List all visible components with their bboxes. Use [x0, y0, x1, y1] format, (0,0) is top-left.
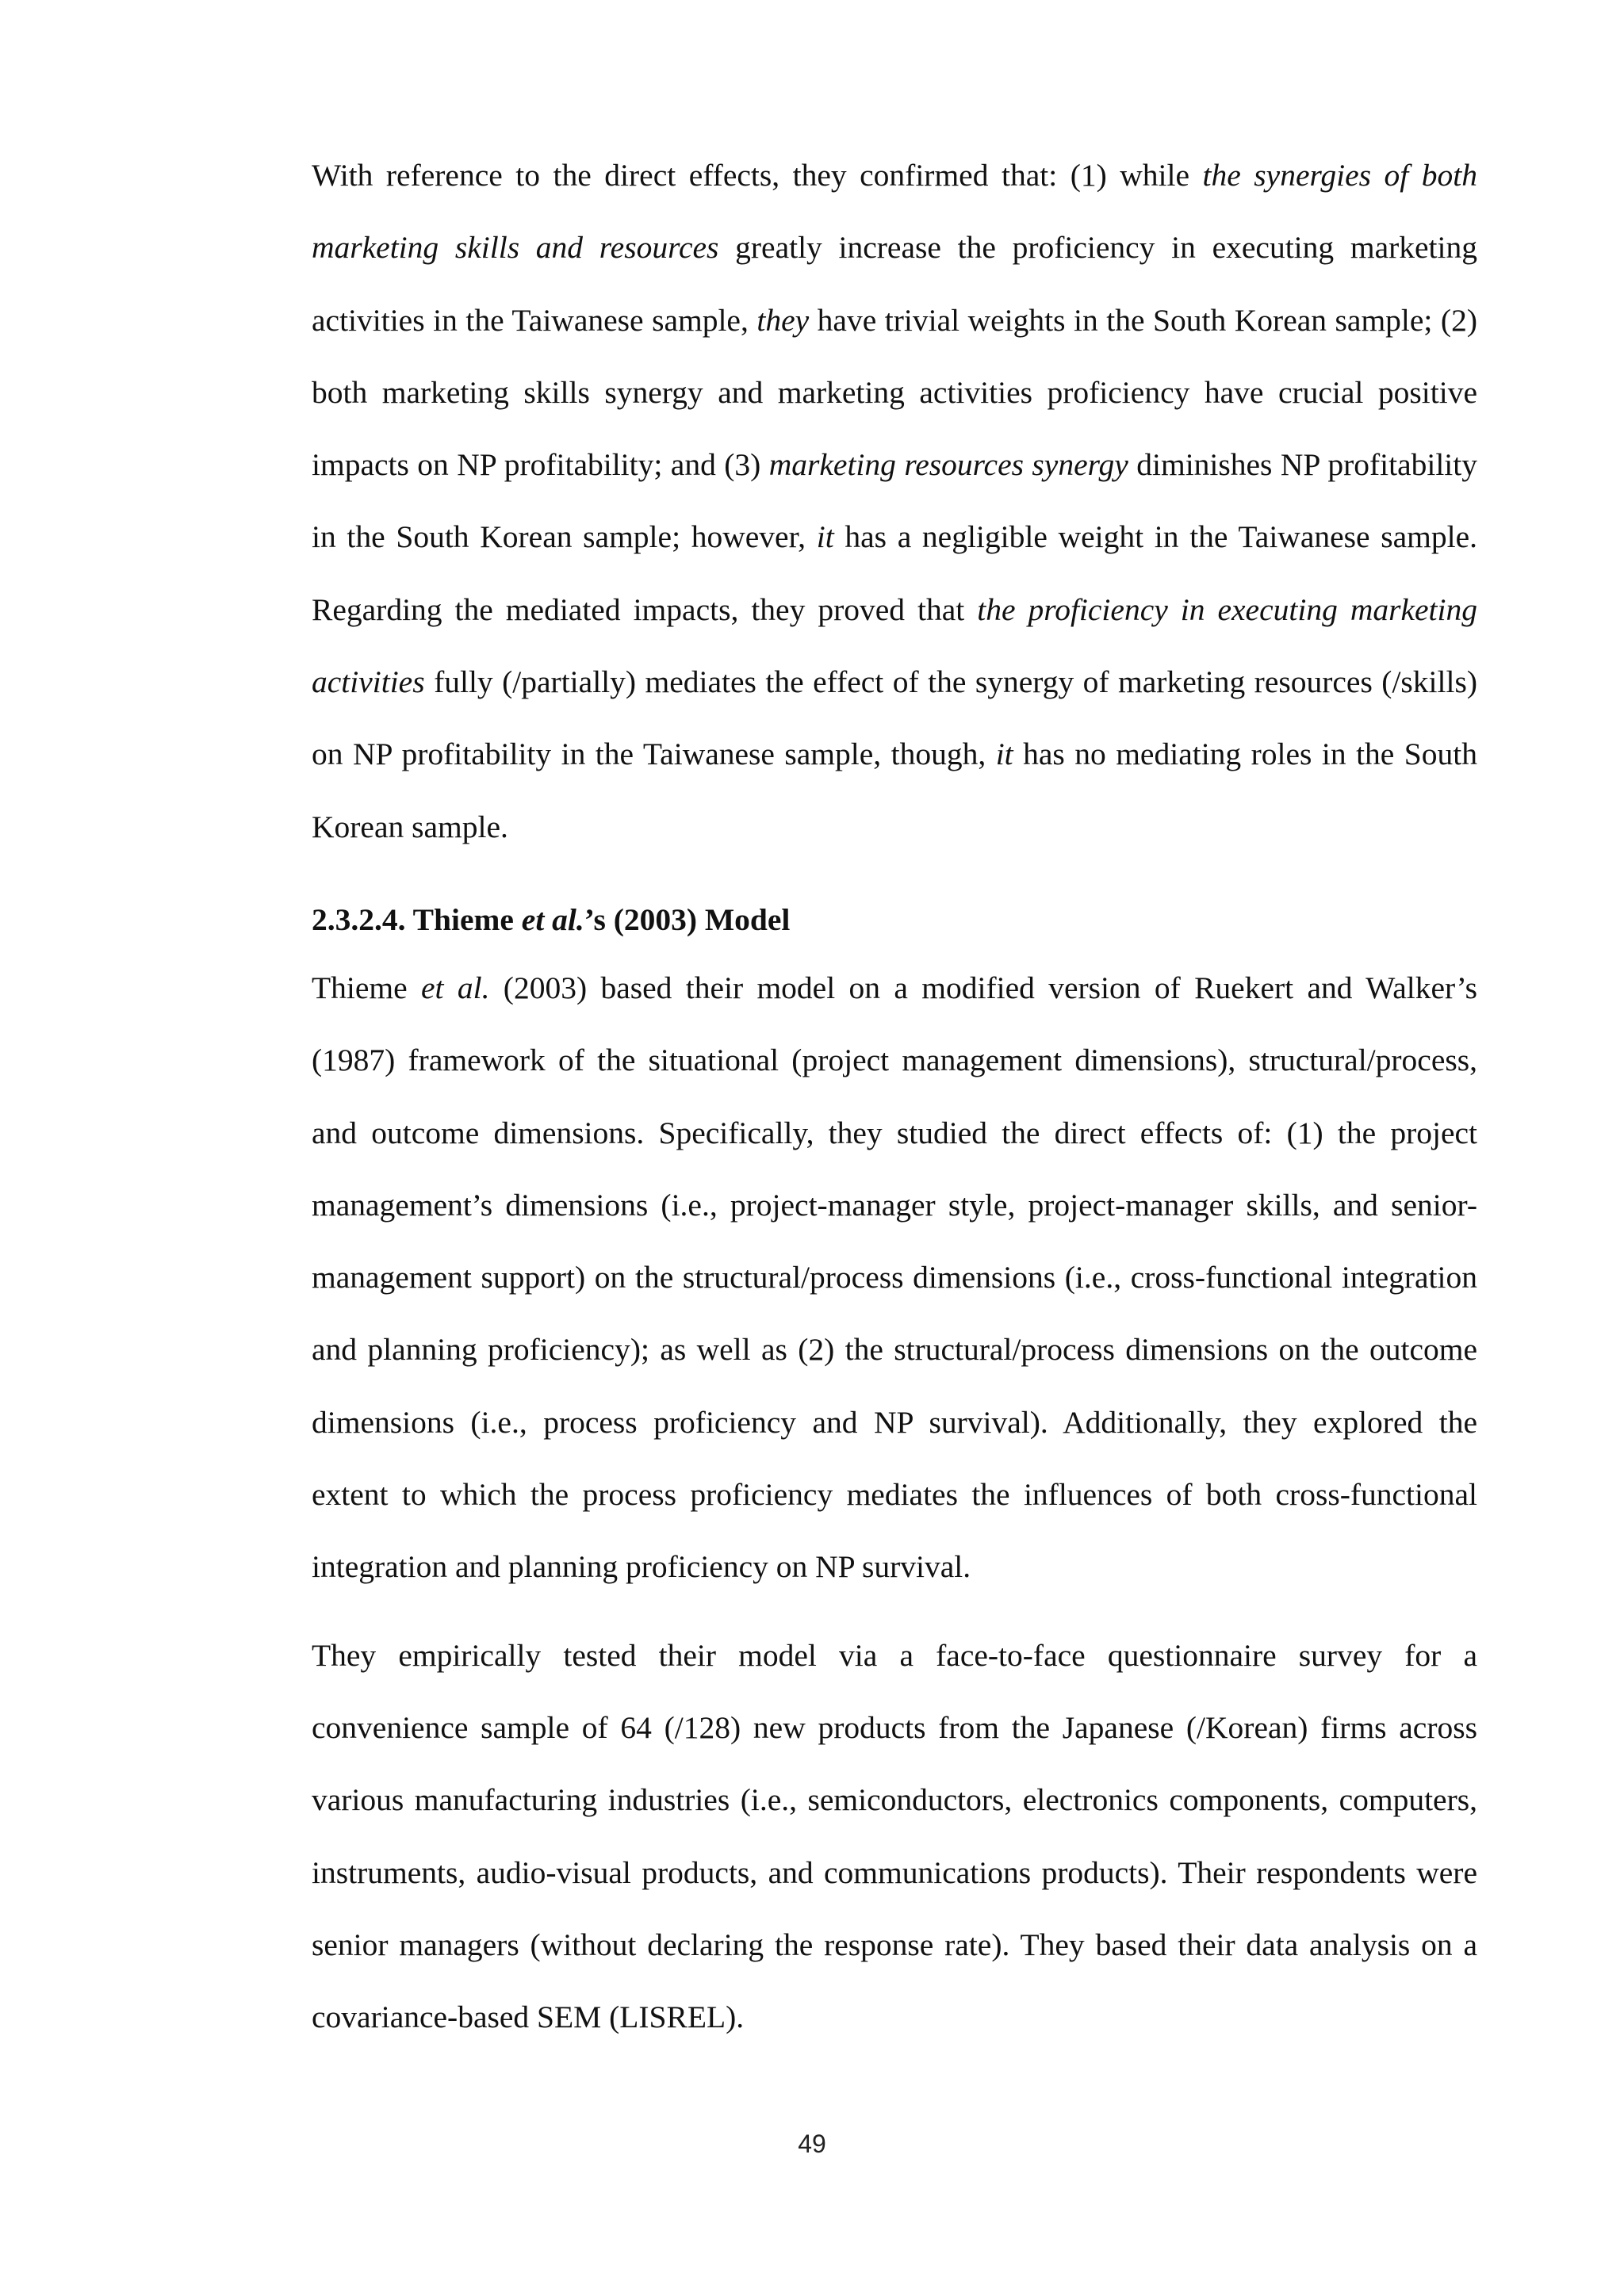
italic-text-run: marketing resources synergy — [768, 447, 1128, 483]
italic-text-run: it — [816, 519, 834, 555]
text-run: 2.3.2.4. Thieme — [312, 901, 522, 937]
page-body — [312, 140, 1477, 2053]
text-run: greatly increase the proficiency in executing marketing activities in the Taiwanese sample, — [312, 230, 1477, 338]
text-run: fully (/partially) mediates the effect of the synergy of marketing resources (/skills) on NP profitability in the Taiwanese sample, though, — [312, 664, 1477, 772]
italic-text-run: they — [756, 302, 810, 338]
italic-text-run: it — [995, 737, 1013, 772]
paragraph-thieme-model — [312, 952, 1477, 1604]
text-run: Thieme — [312, 970, 421, 1005]
text-run: They empirically tested their model via a face-to-face questionnaire survey for a convenience sample of 64 (/128) new products from the Japanese (/Korean) firms across various manufacturing industries (i.e., semiconductors, electronics components, computers, instruments, audio-visual products, and communications products). Their respondents were senior managers (without declaring the response rate). They based their data analysis on a covariance-based SEM (LISREL). — [312, 1637, 1477, 2035]
text-run: With reference to the direct effects, they confirmed that: (1) while — [312, 158, 1203, 193]
italic-text-run: et al. — [521, 901, 584, 937]
paragraph-empirical-test — [312, 1620, 1477, 2054]
text-run: has a negligible weight in the Taiwanese sample. Regarding the mediated impacts, they proved that — [312, 519, 1477, 627]
italic-text-run: et al. — [421, 970, 490, 1005]
paragraph-direct-effects — [312, 140, 1477, 863]
text-run: have trivial weights in the South Korean sample; (2) both marketing skills synergy and marketing activities proficiency have crucial positive impacts on NP profitability; and (3) — [312, 302, 1477, 483]
text-run: diminishes NP profitability in the South Korean sample; however, — [312, 447, 1478, 555]
italic-text-run: the proficiency in executing marketing activities — [312, 591, 1477, 700]
italic-text-run: the synergies of both marketing skills and resources — [312, 158, 1477, 266]
page-number: 49 — [798, 2130, 826, 2158]
section-heading — [312, 890, 1477, 949]
text-run: (2003) based their model on a modified version of Ruekert and Walker’s (1987) framework of the situational (project management dimensions), structural/process, and outcome dimensions. Specifically, they studied the direct effects of: (1) the project management’s dimensions (i.e., project-manager style, project-manager skills, and senior-management support) on the structural/process dimensions (i.e., cross-functional integration and planning proficiency); as well as (2) the structural/process dimensions on the outcome dimensions (i.e., process proficiency and NP survival). Additionally, they explored the extent to which the process proficiency mediates the influences of both cross-functional integration and planning proficiency on NP survival. — [312, 970, 1477, 1585]
text-run: ’s (2003) Model — [584, 901, 791, 937]
text-run: has no mediating roles in the South Korean sample. — [312, 737, 1477, 844]
